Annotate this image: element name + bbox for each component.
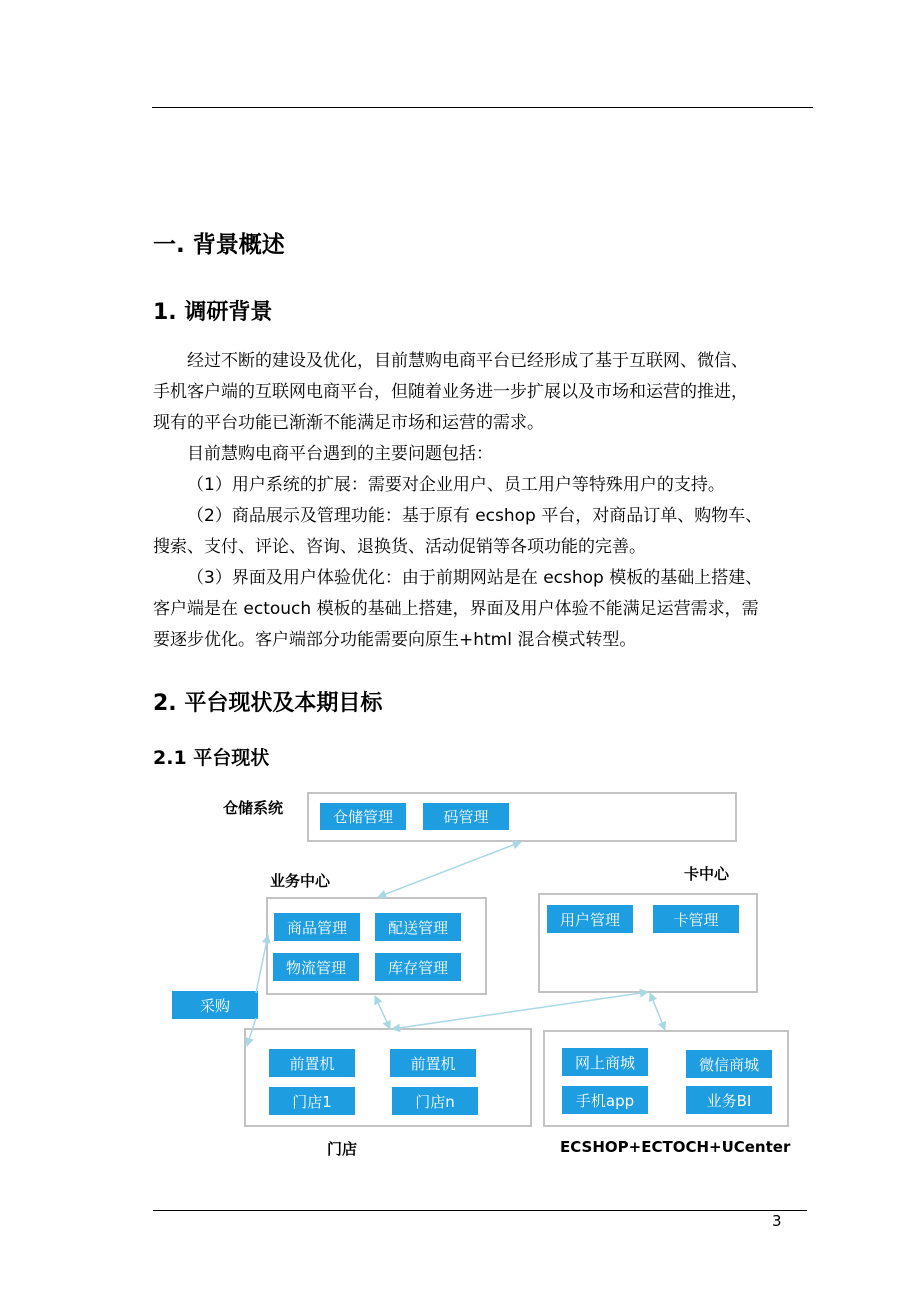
card-center-label: 卡中心 <box>684 865 730 883</box>
arrow-purchase-store <box>247 1018 256 1046</box>
store-label: 门店 <box>327 1140 358 1158</box>
ecshop-chip: 业务BI <box>686 1086 772 1114</box>
warehouse-chip: 码管理 <box>423 803 509 830</box>
paragraph-line: 现有的平台功能已渐渐不能满足市场和运营的需求。 <box>153 413 544 433</box>
paragraph-line: （1）用户系统的扩展：需要对企业用户、员工用户等特殊用户的支持。 <box>187 475 725 495</box>
ecshop-chip: 网上商城 <box>562 1048 648 1076</box>
subsection-heading-platform-goals: 2. 平台现状及本期目标 <box>153 691 383 716</box>
arrow-store-card <box>392 992 648 1029</box>
warehouse-chip: 仓储管理 <box>320 803 406 830</box>
arrow-business-store <box>375 996 390 1029</box>
arrow-warehouse-business <box>378 842 521 897</box>
ecshop-chip: 手机app <box>562 1086 648 1114</box>
footer-rule <box>153 1210 807 1211</box>
card-chip: 卡管理 <box>653 905 739 933</box>
arrow-card-ecshop <box>650 993 665 1030</box>
business-chip: 商品管理 <box>274 913 360 941</box>
ecshop-label: ECSHOP+ECTOCH+UCenter <box>560 1138 791 1156</box>
store-chip: 门店1 <box>269 1087 355 1115</box>
paragraph-line: 客户端是在 ectouch 模板的基础上搭建，界面及用户体验不能满足运营需求，需 <box>153 599 759 619</box>
paragraph-line: 要逐步优化。客户端部分功能需要向原生+html 混合模式转型。 <box>153 630 637 650</box>
business-chip: 配送管理 <box>375 913 461 941</box>
card-chip: 用户管理 <box>547 905 633 933</box>
warehouse-label: 仓储系统 <box>223 799 284 817</box>
subsection-heading-platform-status: 2.1 平台现状 <box>153 747 270 769</box>
paragraph-line: 手机客户端的互联网电商平台，但随着业务进一步扩展以及市场和运营的推进， <box>153 382 748 402</box>
section-heading-background: 一. 背景概述 <box>153 232 285 258</box>
subsection-heading-research: 1. 调研背景 <box>153 300 273 325</box>
purchase-chip: 采购 <box>172 991 258 1019</box>
paragraph-line: （2）商品展示及管理功能：基于原有 ecshop 平台，对商品订单、购物车、 <box>187 506 763 526</box>
business-chip: 库存管理 <box>375 953 461 981</box>
paragraph-line: 经过不断的建设及优化，目前慧购电商平台已经形成了基于互联网、微信、 <box>187 351 748 371</box>
arrow-purchase-business <box>256 935 268 993</box>
store-chip: 前置机 <box>390 1049 476 1077</box>
ecshop-chip: 微信商城 <box>686 1050 772 1078</box>
paragraph-line: （3）界面及用户体验优化：由于前期网站是在 ecshop 模板的基础上搭建、 <box>187 568 763 588</box>
paragraph-line: 搜索、支付、评论、咨询、退换货、活动促销等各项功能的完善。 <box>153 537 646 557</box>
store-chip: 前置机 <box>269 1049 355 1077</box>
business-chip: 物流管理 <box>273 953 359 981</box>
paragraph-line: 目前慧购电商平台遇到的主要问题包括： <box>187 444 493 464</box>
store-chip: 门店n <box>392 1087 478 1115</box>
page-number: 3 <box>772 1212 782 1230</box>
business-center-label: 业务中心 <box>270 872 331 890</box>
